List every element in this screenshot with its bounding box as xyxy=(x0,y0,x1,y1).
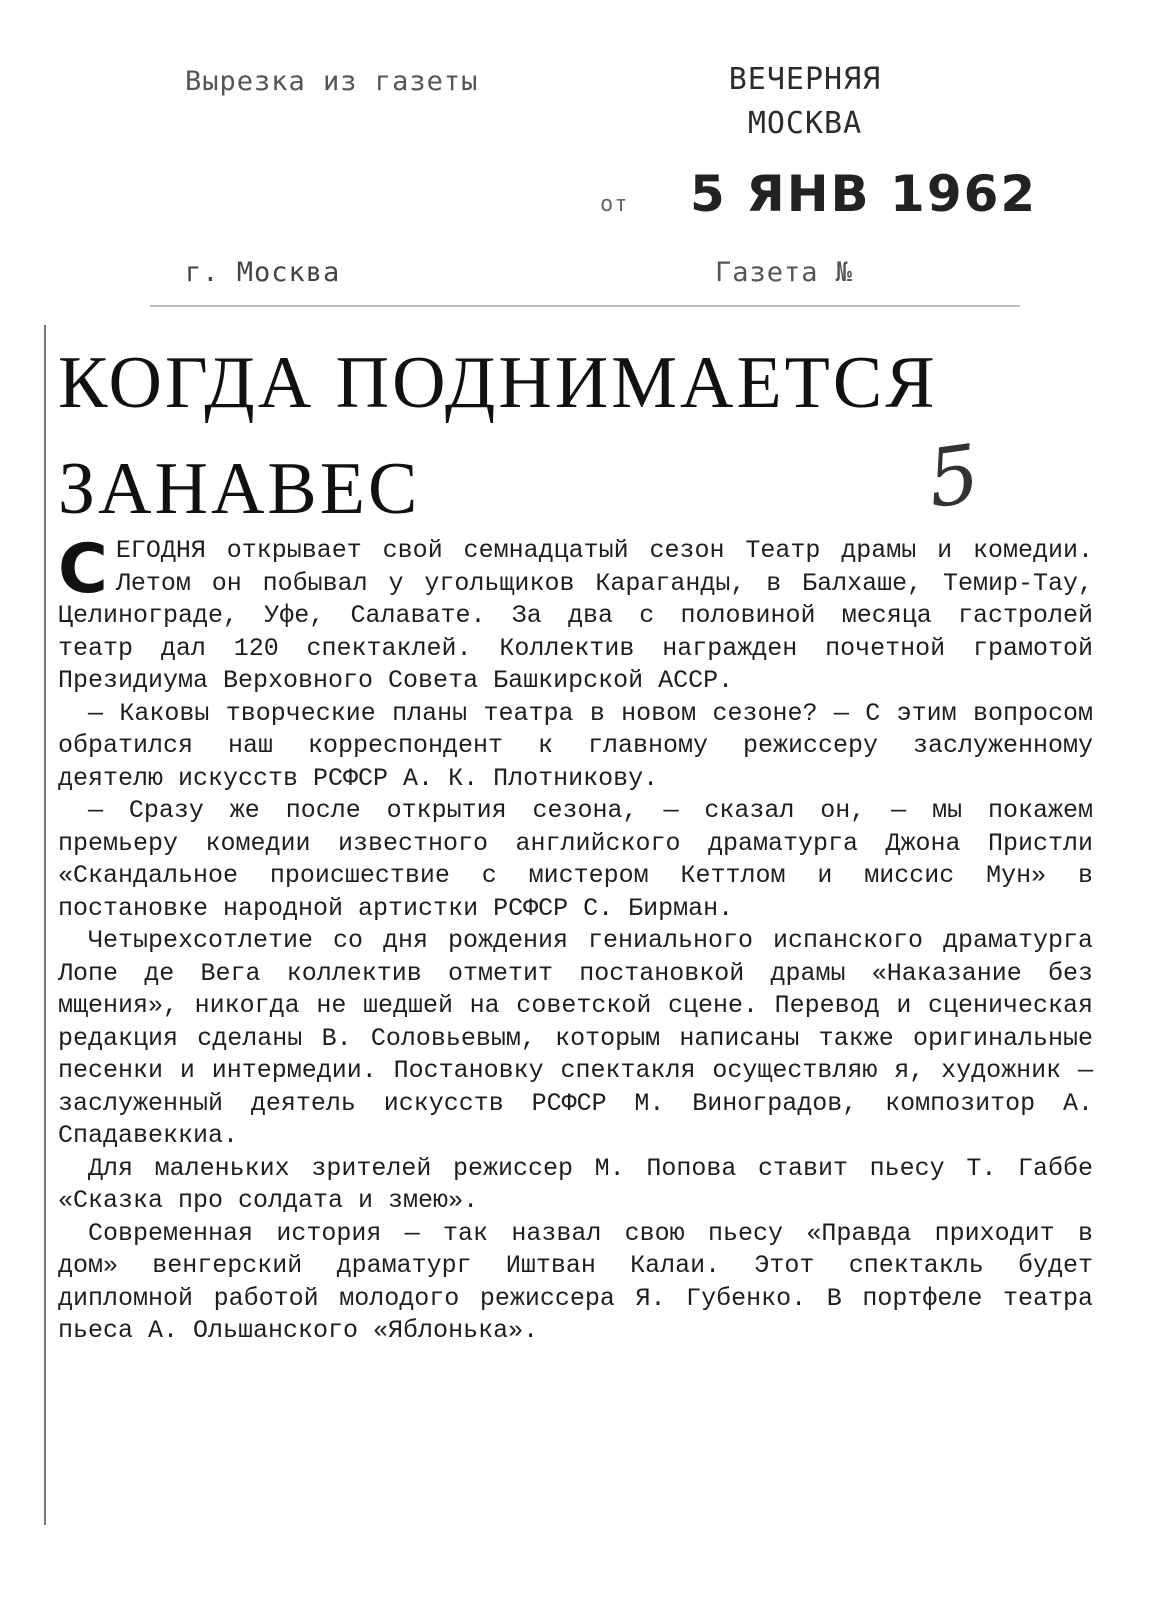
date-stamp: 5 ЯНВ 1962 xyxy=(690,165,1038,223)
handwritten-page-number: 5 xyxy=(921,426,986,527)
clipping-border xyxy=(44,325,46,1525)
header-divider xyxy=(150,305,1020,307)
article-paragraph: Для маленьких зрителей режиссер М. Попова ставит пьесу Т. Габбе «Сказка про солдата и змею». xyxy=(58,1153,1093,1215)
article-paragraph: — Сразу же после открытия сезона, — сказал он, — мы покажем премьеру комедии известного английского драматурга Джона Пристли «Скандальное происшествие с мистером Кеттлом и миссис Мун» в постановке народной артистки РСФСР С. Бирман. xyxy=(58,796,1093,923)
article-paragraph xyxy=(58,530,1093,698)
article-body xyxy=(58,530,1093,1348)
drop-cap: С xyxy=(58,530,108,609)
article-paragraph: Четырехсотлетие со дня рождения гениального испанского драматурга Лопе де Вега коллектив отметит постановкой драмы «Наказание без мщения», никогда не шедшей на советской сцене. Перевод и сценическая редакция сделаны В. Соловьевым, которым написаны также оригинальные песенки и интермедии. Постановку спектакля осуществляю я, художник — заслуженный деятель искусств РСФСР М. Виноградов, композитор А. Спадавеккиа. xyxy=(58,926,1093,1150)
paragraph-text: ЕГОДНЯ открывает свой семнадцатый сезон Театр драмы и комедии. Летом он побывал у угольщиков Караганды, в Балхаше, Темир-Тау, Целинограде, Уфе, Салавате. За два с половиной месяца гастролей театр дал 120 спектаклей. Коллектив награжден почетной грамотой Президиума Верховного Совета Башкирской АССР. xyxy=(58,536,1093,695)
gazette-number-label: Газета № xyxy=(715,257,854,288)
article-title: КОГДА ПОДНИМАЕТСЯ ЗАНАВЕС xyxy=(58,342,938,530)
newspaper-name: ВЕЧЕРНЯЯ МОСКВА xyxy=(728,62,882,141)
city-label: г. Москва xyxy=(185,257,341,288)
clipping-label: Вырезка из газеты xyxy=(185,66,479,97)
article-paragraph: Современная история — так назвал свою пьесу «Правда приходит в дом» венгерский драматург Иштван Калаи. Этот спектакль будет дипломной работой молодого режиссера Я. Губенко. В портфеле театра пьеса А. Ольшанского «Яблонька». xyxy=(58,1218,1093,1345)
from-label: от xyxy=(600,192,629,217)
article-paragraph: — Каковы творческие планы театра в новом сезоне? — С этим вопросом обратился наш корреспондент к главному режиссеру заслуженному деятелю искусств РСФСР А. К. Плотникову. xyxy=(58,698,1093,793)
